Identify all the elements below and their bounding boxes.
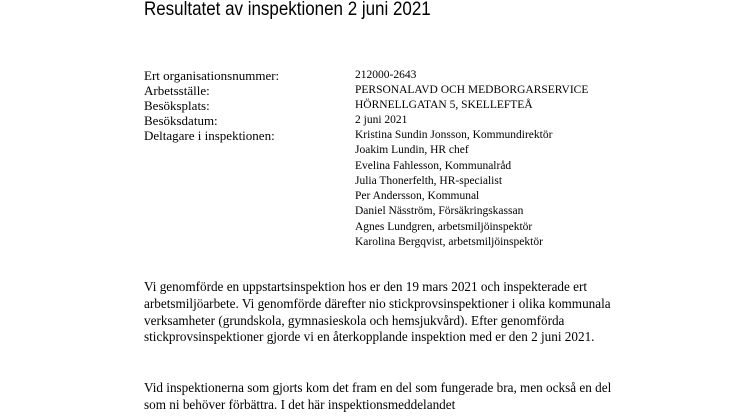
participant-item: Kristina Sundin Jonsson, Kommundirektör bbox=[355, 129, 553, 141]
org-number-value: 212000-2643 bbox=[355, 69, 417, 81]
body-paragraph-findings: Vid inspektionerna som gjorts kom det fram en del som fungerade bra, men också en del som ni behöver förbättra. I det här inspektionsmeddelandet bbox=[144, 380, 612, 412]
participant-item: Agnes Lundgren, arbetsmiljöinspektör bbox=[355, 220, 533, 233]
participant-item: Per Andersson, Kommunal bbox=[355, 190, 480, 202]
visit-place-row bbox=[144, 98, 704, 113]
visit-place-label: Besöksplats: bbox=[144, 98, 210, 113]
page-title: Resultatet av inspektionen 2 juni 2021 bbox=[144, 0, 431, 20]
workplace-value: PERSONALAVD OCH MEDBORGARSERVICE bbox=[355, 84, 589, 96]
participant-item: Daniel Näsström, Försäkringskassan bbox=[355, 205, 524, 218]
visit-place-value: HÖRNELLGATAN 5, SKELLEFTEÅ bbox=[355, 99, 533, 111]
body-paragraph-inspection-summary: Vi genomförde en uppstartsinspektion hos er den 19 mars 2021 och inspekterade ert arbetsmiljöarbete. Vi genomförde därefter nio stickprovsinspektioner i olika kommunala verksamheter (grundskola, gymnasieskola och hemsjukvård). Efter genomförda stickprovsinspektioner gjorde vi en återkopplande inspektion med er den 2 juni 2021. bbox=[144, 279, 611, 345]
workplace-label: Arbetsställe: bbox=[144, 83, 210, 98]
participants-row bbox=[144, 128, 704, 248]
participant-item: Joakim Lundin, HR chef bbox=[355, 144, 469, 157]
workplace-row bbox=[144, 83, 704, 98]
visit-date-row bbox=[144, 113, 704, 128]
org-number-label: Ert organisationsnummer: bbox=[144, 68, 280, 83]
participants-list bbox=[355, 128, 552, 250]
inspection-details bbox=[144, 68, 704, 248]
participant-item: Julia Thonerfelth, HR-specialist bbox=[355, 174, 503, 187]
participants-label: Deltagare i inspektionen: bbox=[144, 128, 275, 143]
org-number-row bbox=[144, 68, 704, 83]
visit-date-value: 2 juni 2021 bbox=[355, 114, 408, 126]
participant-item: Karolina Bergqvist, arbetsmiljöinspektör bbox=[355, 235, 543, 248]
visit-date-label: Besöksdatum: bbox=[144, 113, 218, 128]
participant-item: Evelina Fahlesson, Kommunalråd bbox=[355, 159, 512, 172]
